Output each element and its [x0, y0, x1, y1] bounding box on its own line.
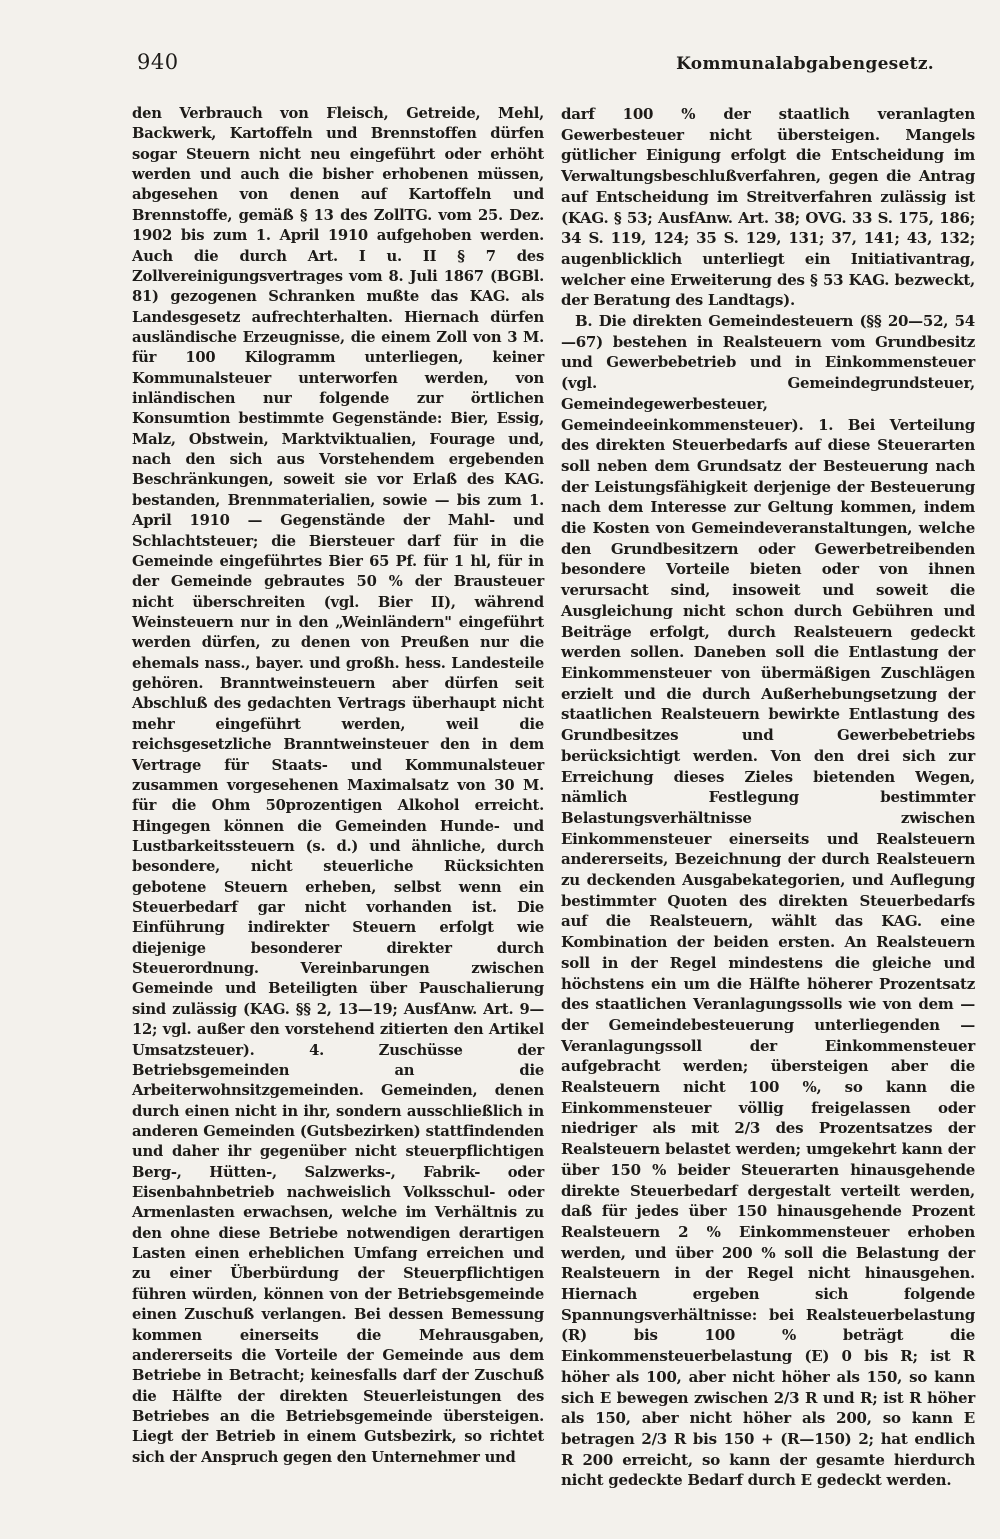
running-title: Kommunalabgabengesetz. [676, 54, 934, 74]
paragraph: den Verbrauch von Fleisch, Getreide, Mehl, Backwerk, Kartoffeln und Brennstoffen dürfen sogar Steuern nicht neu eingeführt oder erhöht werden und auch die bisher erhobenen müssen, abgesehen von denen auf Kartoffeln und Brennstoffe, gemäß § 13 des ZollTG. vom 25. Dez. 1902 bis zum 1. April 1910 aufgehoben werden. Auch die durch Art. I u. II § 7 des Zollvereinigungsvertrages vom 8. Juli 1867 (BGBl. 81) gezogenen Schranken mußte das KAG. als Landesgesetz aufrechterhalten. Hiernach dürfen ausländische Erzeugnisse, die einem Zoll von 3 M. für 100 Kilogramm unterliegen, keiner Kommunalsteuer unterworfen werden, von inländischen nur folgende zur örtlichen Konsumtion bestimmte Gegenstände: Bier, Essig, Malz, Obstwein, Marktviktualien, Fourage und, nach den sich aus Vorstehendem ergebenden Beschränkungen, soweit sie vor Erlaß des KAG. bestanden, Brennmaterialien, sowie — bis zum 1. April 1910 — Gegenstände der Mahl- und Schlachtsteuer; die Biersteuer darf für in die Gemeinde eingeführtes Bier 65 Pf. für 1 hl, für in der Gemeinde gebrautes 50 % der Brausteuer nicht überschreiten (vgl. Bier II), während Weinsteuern nur in den „Weinländern" eingeführt werden dürfen, zu denen von Preußen nur die ehemals nass., bayer. und großh. hess. Landesteile gehören. Branntweinsteuern aber dürfen seit Abschluß des gedachten Vertrags überhaupt nicht mehr eingeführt werden, weil die reichsgesetzliche Branntweinsteuer den in dem Vertrage für Staats- und Kommunalsteuer zusammen vorgesehenen Maximalsatz von 30 M. für die Ohm 50prozentigen Alkohol erreicht. Hingegen können die Gemeinden Hunde- und Lustbarkeitssteuern (s. d.) und ähnliche, durch besondere, nicht steuerliche Rücksichten gebotene Steuern erheben, selbst wenn ein Steuerbedarf gar nicht vorhanden ist. Die Einführung indirekter Steuern erfolgt wie diejenige besonderer direkter durch Steuerordnung. Vereinbarungen zwischen Gemeinde und Beteiligten über Pauschalierung sind zulässig (KAG. §§ 2, 13—19; AusfAnw. Art. 9—12; vgl. außer den vorstehend zitierten den Artikel Umsatzsteuer). 4. Zuschüsse der Betriebsgemeinden an die Arbeiterwohnsitzgemeinden. Gemeinden, denen durch einen nicht in ihr, sondern ausschließlich in anderen Gemeinden (Gutsbezirken) stattfindenden und daher ihr gegenüber nicht steuerpflichtigen Berg-, Hütten-, Salzwerks-, Fabrik- oder Eisenbahnbetrieb nachweislich Volksschul- oder Armenlasten erwachsen, welche im Verhältnis zu den ohne diese Betriebe notwendigen derartigen Lasten einen erheblichen Umfang erreichen und zu einer Überbürdung der Steuerpflichtigen führen würden, können von der Betriebsgemeinde einen Zuschuß verlangen. Bei dessen Bemessung kommen einerseits die Mehrausgaben, andererseits die Vorteile der Gemeinde aus dem Betriebe in Betracht; keinesfalls darf der Zuschuß die Hälfte der direkten Steuerleistungen des Betriebes an die Betriebsgemeinde übersteigen. Liegt der Betrieb in einem Gutsbezirk, so richtet sich der Anspruch gegen den Unternehmer und [132, 105, 544, 1466]
paragraph: darf 100 % der staatlich veranlagten Gewerbesteuer nicht übersteigen. Mangels gütlicher Einigung erfolgt die Entscheidung im Verwaltungsbeschlußverfahren, gegen die Antrag auf Entscheidung im Streitverfahren zulässig ist (KAG. § 53; AusfAnw. Art. 38; OVG. 33 S. 175, 186; 34 S. 119, 124; 35 S. 129, 131; 37, 141; 43, 132; augenblicklich unterliegt ein Initiativantrag, welcher eine Erweiterung des § 53 KAG. bezweckt, der Beratung des Landtags). [561, 105, 975, 310]
right-column [561, 104, 975, 1491]
left-column [132, 104, 544, 1468]
page-number: 940 [137, 50, 179, 74]
page-header [137, 46, 934, 86]
paragraph: B. Die direkten Gemeindesteuern (§§ 20—52, 54—67) bestehen in Realsteuern vom Grundbesitz und Gewerbebetrieb und in Einkommensteuer (vgl. Gemeindegrundsteuer, Gemeindegewerbesteuer, Gemeindeeinkommensteuer). 1. Bei Verteilung des direkten Steuerbedarfs auf diese Steuerarten soll neben dem Grundsatz der Besteuerung nach der Leistungsfähigkeit derjenige der Besteuerung nach dem Interesse zur Geltung kommen, indem die Kosten von Gemeindeveranstaltungen, welche den Grundbesitzern oder Gewerbetreibenden besondere Vorteile bieten oder von ihnen verursacht sind, insoweit und soweit die Ausgleichung nicht schon durch Gebühren und Beiträge erfolgt, durch Realsteuern gedeckt werden sollen. Daneben soll die Entlastung der Einkommensteuer von übermäßigen Zuschlägen erzielt und die durch Außerhebungsetzung der staatlichen Realsteuern bewirkte Entlastung des Grundbesitzes und Gewerbebetriebs berücksichtigt werden. Von den drei sich zur Erreichung dieses Zieles bietenden Wegen, nämlich Festlegung bestimmter Belastungsverhältnisse zwischen Einkommensteuer einerseits und Realsteuern andererseits, Bezeichnung der durch Realsteuern zu deckenden Ausgabekategorien, und Auflegung bestimmter Quoten des direkten Steuerbedarfs auf die Realsteuern, wählt das KAG. eine Kombination der beiden ersten. An Realsteuern soll in der Regel mindestens die gleiche und höchstens ein um die Hälfte höherer Prozentsatz des staatlichen Veranlagungssolls wie von dem — der Gemeindebesteuerung unterliegenden — Veranlagungssoll der Einkommensteuer aufgebracht werden; übersteigen aber die Realsteuern nicht 100 %, so kann die Einkommensteuer völlig freigelassen oder niedriger als mit 2/3 des Prozentsatzes der Realsteuern belastet werden; umgekehrt kann der über 150 % beider Steuerarten hinausgehende direkte Steuerbedarf dergestalt verteilt werden, daß für jedes über 150 hinausgehende Prozent Realsteuern 2 % Einkommensteuer erhoben werden, und über 200 % soll die Belastung der Realsteuern in der Regel nicht hinausgehen. Hiernach ergeben sich folgende Spannungsverhältnisse: bei Realsteuerbelastung (R) bis 100 % beträgt die Einkommensteuerbelastung (E) 0 bis R; ist R höher als 100, aber nicht höher als 150, so kann sich E bewegen zwischen 2/3 R und R; ist R höher als 150, aber nicht höher als 200, so kann E betragen 2/3 R bis 150 + (R—150) 2; hat endlich R 200 erreicht, so kann der gesamte hierdurch nicht gedeckte Bedarf durch E gedeckt werden. [561, 312, 975, 1490]
